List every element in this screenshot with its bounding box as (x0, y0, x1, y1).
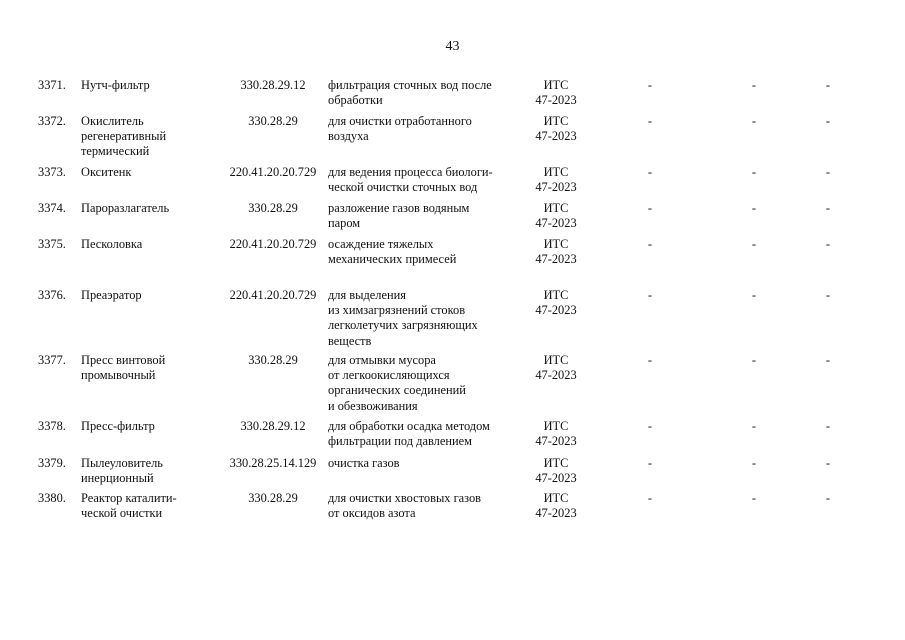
dash-cell: - (647, 165, 653, 179)
purpose-description (328, 491, 518, 521)
purpose-description-line: паром (328, 216, 361, 231)
dash-cell: - (751, 165, 757, 179)
okpd-code: 330.28.29.12 (240, 78, 306, 92)
its-reference-line: 47-2023 (535, 216, 577, 231)
equipment-name-line: Пароразлагатель (81, 201, 170, 215)
purpose-description-line: от легкоокисляющихся (328, 368, 450, 383)
equipment-name (81, 353, 201, 383)
equipment-name (81, 419, 201, 434)
its-reference-line: ИТС (543, 491, 569, 505)
purpose-description-line: для выделения (328, 288, 406, 302)
its-reference-line: 47-2023 (535, 180, 577, 195)
its-reference-line: 47-2023 (535, 506, 577, 521)
its-reference-line: ИТС (543, 201, 569, 215)
purpose-description (328, 201, 518, 231)
purpose-description (328, 237, 518, 267)
dash-cell: - (647, 237, 653, 251)
row-number: 3371. (38, 78, 66, 92)
purpose-description-line: для ведения процесса биологи- (328, 165, 493, 179)
purpose-description-line: для очистки хвостовых газов (328, 491, 482, 505)
dash-cell: - (647, 114, 653, 128)
purpose-description-line: очистка газов (328, 456, 400, 470)
its-reference-line: 47-2023 (535, 303, 577, 318)
its-reference-line: ИТС (543, 165, 569, 179)
row-number: 3374. (38, 201, 66, 215)
purpose-description-line: от оксидов азота (328, 506, 416, 521)
equipment-name (81, 491, 201, 521)
purpose-description-line: веществ (328, 333, 372, 348)
its-reference (516, 491, 596, 521)
dash-cell: - (751, 456, 757, 470)
its-reference (516, 114, 596, 144)
its-reference (516, 165, 596, 195)
purpose-description-line: и обезвоживания (328, 398, 418, 413)
dash-cell: - (825, 201, 831, 215)
purpose-description-line: осаждение тяжелых (328, 237, 434, 251)
okpd-code: 330.28.29 (248, 201, 298, 215)
dash-cell: - (647, 419, 653, 433)
dash-cell: - (825, 491, 831, 505)
its-reference-line: ИТС (543, 237, 569, 251)
equipment-name (81, 114, 201, 160)
okpd-code: 330.28.25.14.129 (229, 456, 317, 470)
purpose-description (328, 165, 518, 195)
okpd-code: 330.28.29 (248, 114, 298, 128)
dash-cell: - (825, 353, 831, 367)
dash-cell: - (751, 78, 757, 92)
purpose-description-line: разложение газов водяным (328, 201, 470, 215)
purpose-description-line: органических соединений (328, 383, 466, 398)
equipment-name-line: Реактор каталити- (81, 491, 177, 505)
purpose-description-line: механических примесей (328, 252, 457, 267)
equipment-name-line: инерционный (81, 471, 154, 486)
purpose-description-line: для отмывки мусора (328, 353, 436, 367)
row-number: 3378. (38, 419, 66, 433)
dash-cell: - (751, 201, 757, 215)
purpose-description-line: для обработки осадка методом (328, 419, 490, 433)
okpd-code: 330.28.29.12 (240, 419, 306, 433)
its-reference-line: ИТС (543, 288, 569, 302)
equipment-name-line: промывочный (81, 368, 156, 383)
dash-cell: - (647, 491, 653, 505)
its-reference (516, 78, 596, 108)
its-reference (516, 353, 596, 383)
dash-cell: - (825, 114, 831, 128)
its-reference-line: 47-2023 (535, 129, 577, 144)
dash-cell: - (825, 237, 831, 251)
equipment-name (81, 288, 201, 303)
purpose-description (328, 353, 518, 414)
dash-cell: - (751, 288, 757, 302)
equipment-name-line: Пылеуловитель (81, 456, 163, 470)
equipment-name (81, 78, 201, 93)
dash-cell: - (751, 114, 757, 128)
row-number: 3375. (38, 237, 66, 251)
purpose-description (328, 456, 518, 471)
okpd-code: 220.41.20.20.729 (229, 165, 317, 179)
okpd-code: 330.28.29 (248, 353, 298, 367)
dash-cell: - (825, 165, 831, 179)
its-reference-line: 47-2023 (535, 252, 577, 267)
purpose-description-line: из химзагрязнений стоков (328, 303, 466, 318)
equipment-name-line: Окситенк (81, 165, 132, 179)
purpose-description-line: воздуха (328, 129, 369, 144)
dash-cell: - (825, 288, 831, 302)
its-reference-line: ИТС (543, 114, 569, 128)
purpose-description-line: обработки (328, 93, 383, 108)
dash-cell: - (825, 78, 831, 92)
dash-cell: - (751, 491, 757, 505)
row-number: 3373. (38, 165, 66, 179)
its-reference (516, 288, 596, 318)
its-reference (516, 237, 596, 267)
its-reference (516, 456, 596, 486)
page-number: 43 (445, 39, 460, 54)
dash-cell: - (825, 456, 831, 470)
its-reference-line: 47-2023 (535, 93, 577, 108)
dash-cell: - (751, 419, 757, 433)
its-reference-line: ИТС (543, 456, 569, 470)
purpose-description (328, 114, 518, 144)
equipment-name (81, 165, 201, 180)
purpose-description-line: ческой очистки сточных вод (328, 180, 478, 195)
row-number: 3377. (38, 353, 66, 367)
dash-cell: - (825, 419, 831, 433)
its-reference-line: 47-2023 (535, 368, 577, 383)
its-reference (516, 201, 596, 231)
dash-cell: - (647, 201, 653, 215)
equipment-name-line: термический (81, 144, 150, 159)
equipment-name-line: Преаэратор (81, 288, 142, 302)
its-reference-line: ИТС (543, 353, 569, 367)
equipment-name-line: ческой очистки (81, 506, 163, 521)
equipment-name-line: Окислитель (81, 114, 144, 128)
purpose-description-line: фильтрация сточных вод после (328, 78, 492, 92)
equipment-name (81, 237, 201, 252)
dash-cell: - (647, 288, 653, 302)
purpose-description-line: фильтрации под давлением (328, 434, 472, 449)
purpose-description (328, 78, 518, 108)
row-number: 3380. (38, 491, 66, 505)
its-reference-line: ИТС (543, 419, 569, 433)
its-reference-line: ИТС (543, 78, 569, 92)
its-reference-line: 47-2023 (535, 434, 577, 449)
equipment-name-line: регенеративный (81, 129, 167, 144)
dash-cell: - (647, 78, 653, 92)
row-number: 3376. (38, 288, 66, 302)
dash-cell: - (751, 353, 757, 367)
equipment-name-line: Песколовка (81, 237, 143, 251)
purpose-description (328, 288, 518, 349)
okpd-code: 220.41.20.20.729 (229, 237, 317, 251)
purpose-description (328, 419, 518, 449)
equipment-name-line: Пресс-фильтр (81, 419, 155, 433)
equipment-name (81, 201, 201, 216)
equipment-name-line: Нутч-фильтр (81, 78, 150, 92)
its-reference-line: 47-2023 (535, 471, 577, 486)
dash-cell: - (647, 353, 653, 367)
its-reference (516, 419, 596, 449)
purpose-description-line: легколетучих загрязняющих (328, 318, 478, 333)
dash-cell: - (751, 237, 757, 251)
equipment-name (81, 456, 201, 486)
okpd-code: 220.41.20.20.729 (229, 288, 317, 302)
row-number: 3372. (38, 114, 66, 128)
equipment-name-line: Пресс винтовой (81, 353, 166, 367)
dash-cell: - (647, 456, 653, 470)
okpd-code: 330.28.29 (248, 491, 298, 505)
row-number: 3379. (38, 456, 66, 470)
purpose-description-line: для очистки отработанного (328, 114, 472, 128)
